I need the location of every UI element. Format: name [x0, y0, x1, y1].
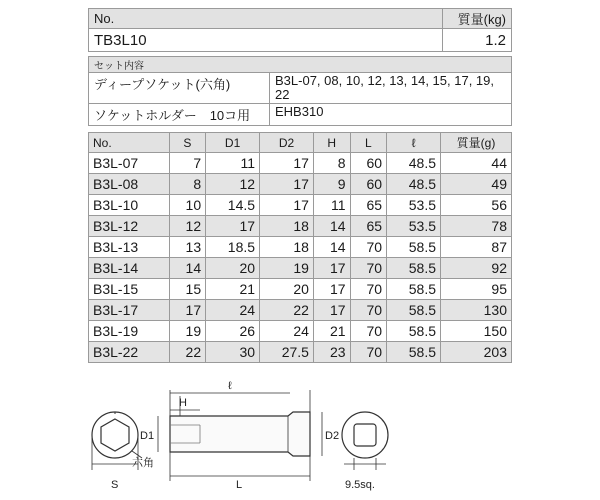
spec-value: 48.5	[387, 174, 441, 195]
diagram-label-s: S	[111, 479, 119, 491]
set-contents-label: セット内容	[89, 57, 512, 73]
spec-value: 18.5	[206, 237, 260, 258]
spec-value: 14	[169, 258, 206, 279]
spec-value: 24	[260, 321, 314, 342]
spec-header-cell: L	[350, 133, 387, 153]
spec-value: 49	[441, 174, 512, 195]
spec-value: 70	[350, 321, 387, 342]
spec-value: 19	[260, 258, 314, 279]
spec-value: 17	[313, 279, 350, 300]
spec-value: 11	[313, 195, 350, 216]
spec-value: 58.5	[387, 279, 441, 300]
spec-value: 60	[350, 153, 387, 174]
spec-model-no: B3L-12	[89, 216, 170, 237]
spec-model-no: B3L-07	[89, 153, 170, 174]
spec-value: 8	[313, 153, 350, 174]
product-weight-header: 質量(kg)	[443, 9, 512, 29]
spec-value: 48.5	[387, 153, 441, 174]
spec-model-no: B3L-15	[89, 279, 170, 300]
spec-value: 70	[350, 300, 387, 321]
set-item-desc: B3L-07, 08, 10, 12, 13, 14, 15, 17, 19, 22	[270, 73, 512, 104]
spec-model-no: B3L-14	[89, 258, 170, 279]
product-table	[88, 8, 512, 52]
spec-value: 14	[313, 237, 350, 258]
spec-value: 14.5	[206, 195, 260, 216]
spec-value: 56	[441, 195, 512, 216]
spec-value: 95	[441, 279, 512, 300]
spec-value: 18	[260, 237, 314, 258]
spec-value: 58.5	[387, 321, 441, 342]
spec-value: 13	[169, 237, 206, 258]
spec-table	[88, 132, 512, 363]
spec-value: 70	[350, 342, 387, 363]
spec-row	[89, 342, 512, 363]
spec-value: 17	[169, 300, 206, 321]
spec-value: 18	[260, 216, 314, 237]
spec-value: 78	[441, 216, 512, 237]
diagram-label-square-drive: 9.5sq.	[345, 479, 375, 491]
spec-row	[89, 153, 512, 174]
set-item-name: ディープソケット(六角)	[89, 73, 270, 104]
spec-value: 17	[313, 300, 350, 321]
diagram-label-d2: D2	[325, 430, 340, 442]
spec-header-cell: D2	[260, 133, 314, 153]
spec-row	[89, 300, 512, 321]
square-drive-end-view	[342, 412, 388, 470]
spec-value: 14	[313, 216, 350, 237]
spec-row	[89, 279, 512, 300]
diagram-label-l-small: ℓ	[228, 380, 232, 392]
spec-value: 70	[350, 279, 387, 300]
spec-value: 24	[206, 300, 260, 321]
spec-model-no: B3L-08	[89, 174, 170, 195]
set-item-desc: EHB310	[270, 104, 512, 126]
spec-model-no: B3L-22	[89, 342, 170, 363]
spec-value: 27.5	[260, 342, 314, 363]
spec-row	[89, 258, 512, 279]
spec-model-no: B3L-19	[89, 321, 170, 342]
spec-value: 8	[169, 174, 206, 195]
spec-value: 65	[350, 195, 387, 216]
spec-value: 21	[313, 321, 350, 342]
spec-value: 17	[260, 153, 314, 174]
spec-value: 10	[169, 195, 206, 216]
spec-header-cell: D1	[206, 133, 260, 153]
spec-value: 130	[441, 300, 512, 321]
diagram-label-length: L	[236, 479, 243, 491]
spec-header-cell: H	[313, 133, 350, 153]
spec-value: 60	[350, 174, 387, 195]
spec-value: 150	[441, 321, 512, 342]
spec-header-row	[89, 133, 512, 153]
spec-value: 58.5	[387, 342, 441, 363]
spec-value: 92	[441, 258, 512, 279]
spec-header-cell: 質量(g)	[441, 133, 512, 153]
spec-value: 17	[260, 174, 314, 195]
spec-value: 87	[441, 237, 512, 258]
spec-value: 58.5	[387, 258, 441, 279]
spec-value: 17	[260, 195, 314, 216]
product-no-header: No.	[89, 9, 443, 29]
diagram-label-hex: 六角	[132, 457, 154, 469]
spec-row	[89, 237, 512, 258]
spec-value: 12	[206, 174, 260, 195]
set-item-name: ソケットホルダー 10コ用	[89, 104, 270, 126]
spec-value: 70	[350, 237, 387, 258]
spec-value: 11	[206, 153, 260, 174]
spec-value: 19	[169, 321, 206, 342]
spec-value: 21	[206, 279, 260, 300]
spec-header-cell: ℓ	[387, 133, 441, 153]
spec-value: 12	[169, 216, 206, 237]
spec-model-no: B3L-17	[89, 300, 170, 321]
diagram-svg	[88, 378, 512, 493]
spec-value: 22	[169, 342, 206, 363]
set-contents-table	[88, 56, 512, 126]
spec-header-cell: No.	[89, 133, 170, 153]
spec-value: 58.5	[387, 237, 441, 258]
spec-row	[89, 174, 512, 195]
spec-value: 53.5	[387, 216, 441, 237]
spec-row	[89, 321, 512, 342]
spec-row	[89, 195, 512, 216]
spec-value: 203	[441, 342, 512, 363]
spec-value: 20	[260, 279, 314, 300]
product-no-value: TB3L10	[89, 29, 443, 52]
spec-value: 30	[206, 342, 260, 363]
spec-value: 53.5	[387, 195, 441, 216]
spec-value: 65	[350, 216, 387, 237]
spec-model-no: B3L-13	[89, 237, 170, 258]
spec-value: 17	[313, 258, 350, 279]
spec-row	[89, 216, 512, 237]
spec-value: 9	[313, 174, 350, 195]
spec-value: 26	[206, 321, 260, 342]
spec-model-no: B3L-10	[89, 195, 170, 216]
diagram-label-h: H	[179, 397, 187, 409]
socket-dimension-diagram	[88, 378, 512, 493]
product-weight-value: 1.2	[443, 29, 512, 52]
diagram-label-d1: D1	[140, 430, 155, 442]
spec-value: 15	[169, 279, 206, 300]
spec-value: 20	[206, 258, 260, 279]
spec-value: 23	[313, 342, 350, 363]
spec-value: 70	[350, 258, 387, 279]
spec-value: 22	[260, 300, 314, 321]
spec-value: 44	[441, 153, 512, 174]
spec-value: 17	[206, 216, 260, 237]
spec-value: 58.5	[387, 300, 441, 321]
spec-value: 7	[169, 153, 206, 174]
spec-header-cell: S	[169, 133, 206, 153]
spec-sheet	[88, 8, 512, 363]
